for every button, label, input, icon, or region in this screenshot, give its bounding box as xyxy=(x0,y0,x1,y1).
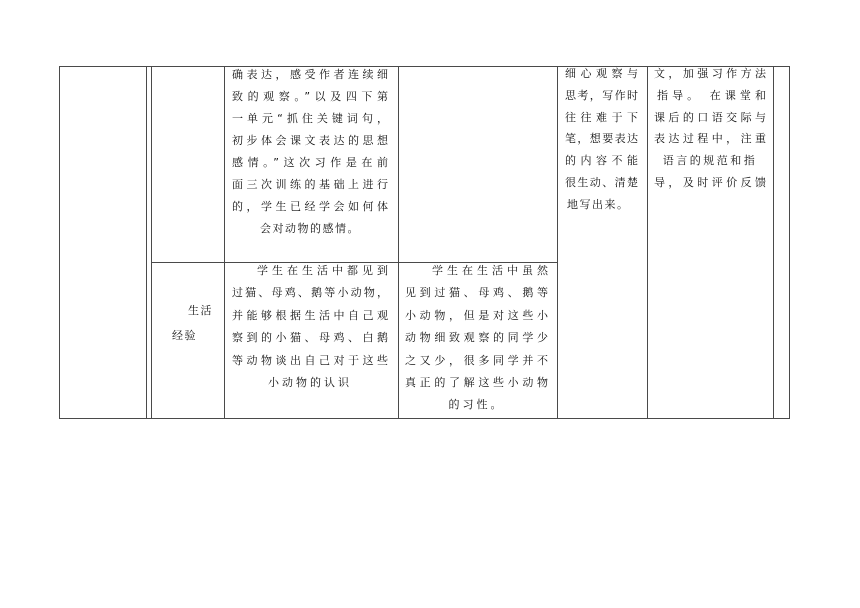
text-line: 面三次训练的基础上进行 xyxy=(232,178,388,191)
text-line: 见到过猫、母鸡、鹅等 xyxy=(405,286,548,300)
text-line: 动物细致观察的同学少 xyxy=(405,331,548,345)
text-line: 课后的口语交际与 xyxy=(654,110,766,124)
column-divider xyxy=(557,66,558,419)
table-cell-r2-c2 xyxy=(232,260,388,394)
text-line: 学生在生活中都见到 xyxy=(257,264,388,277)
text-line: 会对动物的感情。 xyxy=(260,222,360,235)
column-divider xyxy=(151,66,152,419)
text-line: 指导。 在课堂和 xyxy=(657,88,766,102)
table-left-border xyxy=(59,66,60,419)
text-line: 一单元“抓住关键词句， xyxy=(232,112,388,125)
table-cell-r1-c2 xyxy=(232,64,388,240)
text-line: 很生动、清楚 xyxy=(565,175,638,189)
table-bottom-border xyxy=(59,418,790,419)
text-line: 文，加强习作方法 xyxy=(654,67,766,80)
text-line: 真正的了解这些小动物 xyxy=(405,376,548,390)
text-line: 的内容不能 xyxy=(565,154,638,168)
table-cell-c5 xyxy=(654,63,766,194)
text-line: 地写出来。 xyxy=(567,197,630,211)
text-line: 细心观察与 xyxy=(565,67,638,80)
text-line: 往往难于下 xyxy=(565,110,638,124)
text-line: 感情。”这次习作是在前 xyxy=(232,156,388,169)
text-line: 小动物，但是对这些小 xyxy=(405,308,548,322)
text-line: 学生在生活中虽然 xyxy=(432,264,548,277)
row-label-line: 生活 xyxy=(188,304,213,317)
text-line: 之又少，很多同学并不 xyxy=(405,353,548,367)
text-line: 小动物的认识 xyxy=(268,376,352,390)
text-line: 的，学生已经学会如何体 xyxy=(232,200,388,213)
table-cell-c4 xyxy=(565,63,638,216)
text-line: 过猫、母鸡、鹅等小动物， xyxy=(232,286,388,300)
column-divider xyxy=(398,66,399,419)
text-line: 初步体会课文表达的思想 xyxy=(232,134,388,147)
table-right-border xyxy=(789,66,790,419)
column-divider xyxy=(146,66,147,419)
text-line: 导，及时评价反馈 xyxy=(654,175,766,189)
text-line: 确表达，感受作者连续细 xyxy=(232,68,388,81)
text-line: 思考，写作时 xyxy=(565,88,638,102)
text-line: 笔，想要表达 xyxy=(565,132,638,146)
text-line: 等动物谈出自己对于这些 xyxy=(232,353,388,367)
column-divider xyxy=(647,66,648,419)
column-divider xyxy=(224,66,225,419)
column-divider xyxy=(773,66,774,419)
row-label-line: 经验 xyxy=(172,329,197,342)
text-line: 致的观察。”以及四下第 xyxy=(232,90,388,103)
table-cell-r2-c3 xyxy=(405,260,548,417)
text-line: 的习性。 xyxy=(448,398,505,412)
text-line: 察到的小猫、母鸡、白鹅 xyxy=(232,331,388,345)
table-cell-r2-c1 xyxy=(151,300,224,347)
text-line: 并能够根据生活中自己观 xyxy=(232,308,388,322)
text-line: 表达过程中，注重 xyxy=(654,132,766,146)
text-line: 语言的规范和指 xyxy=(662,154,758,168)
